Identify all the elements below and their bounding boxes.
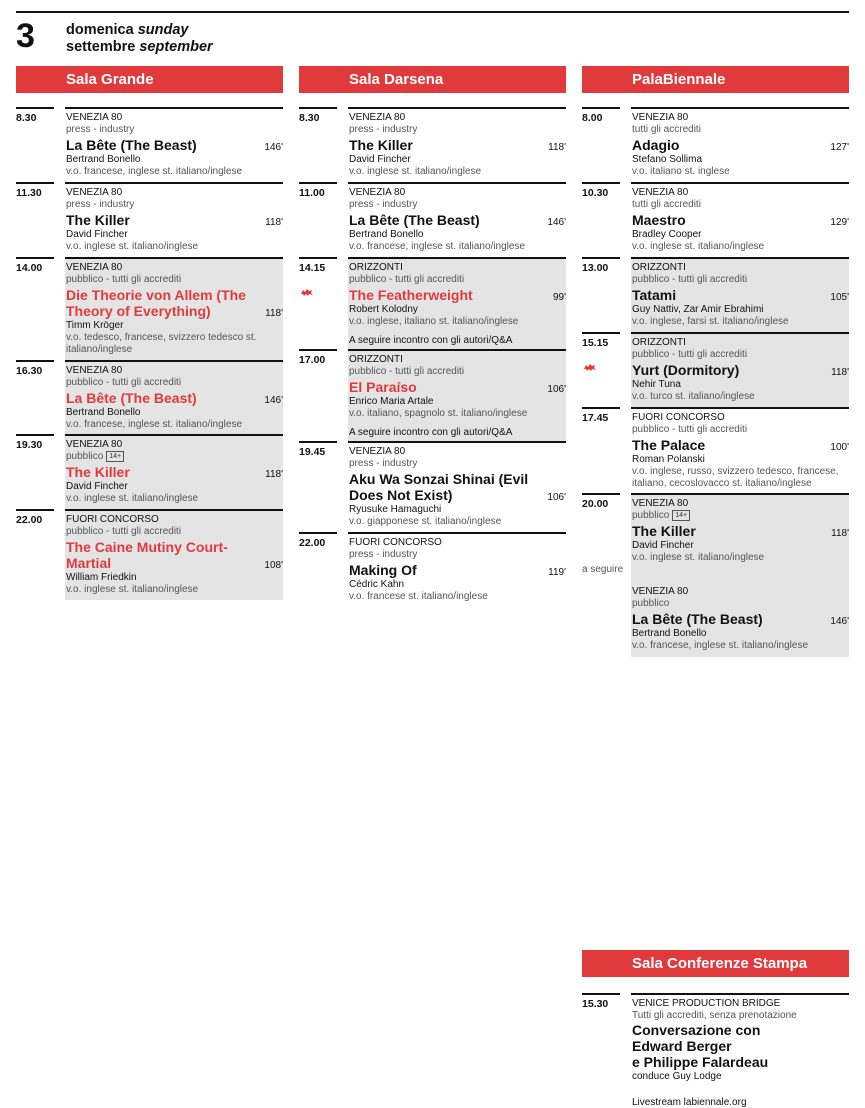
audience-label [349, 458, 566, 470]
film-title[interactable]: The Caine Mutiny Court-Martial [66, 539, 228, 571]
audience-text: press - industry [66, 199, 135, 210]
film-languages: v.o. italiano, spagnolo st. italiano/inglese [349, 408, 528, 419]
audience-label [66, 124, 283, 136]
section-label: VENEZIA 80 [632, 586, 689, 597]
film-duration: 118' [831, 528, 849, 539]
audience-label [66, 526, 283, 538]
qa-note: A seguire incontro con gli autori/Q&A [349, 335, 513, 346]
audience-text: press - industry [349, 549, 418, 560]
audience-label [66, 451, 283, 463]
audience-label [349, 274, 566, 286]
film-director: Bertrand Bonello [349, 229, 424, 240]
section-label: VENEZIA 80 [66, 365, 123, 376]
film-languages: v.o. inglese st. italiano/inglese [66, 584, 199, 595]
section-label: ORIZZONTI [349, 262, 403, 273]
section-label: VENEZIA 80 [632, 112, 689, 123]
film-director: David Fincher [632, 540, 694, 551]
film-title[interactable]: La Bête (The Beast) [349, 212, 480, 228]
title-row [66, 212, 283, 228]
header-rule [16, 11, 849, 13]
film-languages: v.o. giapponese st. italiano/inglese [349, 516, 502, 527]
conference-title-line3: e Philippe Falardeau [632, 1054, 769, 1070]
film-duration: 118' [265, 469, 283, 480]
section-label: VENEZIA 80 [66, 112, 123, 123]
film-languages: v.o. inglese, italiano st. italiano/inglese [349, 316, 519, 327]
age-rating-badge: 14+ [106, 451, 124, 462]
conference-box [631, 995, 849, 1108]
film-director: Bradley Cooper [632, 229, 702, 240]
film-director: Bertrand Bonello [66, 154, 141, 165]
title-row [66, 464, 283, 480]
title-row [632, 523, 849, 539]
audience-text: pubblico - tutti gli accrediti [66, 274, 182, 285]
film-duration: 100' [830, 442, 849, 453]
audience-label [349, 549, 566, 561]
screening-box [65, 362, 283, 435]
film-languages: v.o. inglese, russo, svizzero tedesco, francese, italiano, cecoslovacco st. italiano/inglese [632, 466, 839, 489]
film-title[interactable]: La Bête (The Beast) [66, 390, 197, 406]
conference-time: 15.30 [582, 998, 609, 1010]
film-title[interactable]: La Bête (The Beast) [632, 611, 763, 627]
title-row [66, 137, 283, 153]
venue-column-sala-grande [16, 66, 283, 666]
film-director: Timm Kröger [66, 320, 124, 331]
film-duration: 127' [830, 142, 849, 153]
title-row [632, 362, 849, 378]
screening-box [348, 534, 566, 607]
film-languages: v.o. inglese st. italiano/inglese [66, 493, 199, 504]
time-rule [299, 441, 337, 443]
film-title[interactable]: Maestro [632, 212, 686, 228]
audience-text: press - industry [349, 458, 418, 469]
film-duration: 118' [831, 367, 849, 378]
screening-time: 10.30 [582, 187, 609, 199]
film-languages: v.o. inglese st. italiano/inglese [349, 166, 482, 177]
film-duration: 108' [264, 560, 283, 571]
section-label: VENEZIA 80 [66, 439, 123, 450]
venice-lion-icon [300, 284, 314, 293]
title-row [66, 287, 283, 319]
film-duration: 118' [548, 142, 566, 153]
audience-text: pubblico [632, 510, 670, 521]
screening-box [631, 184, 849, 257]
title-row [349, 212, 566, 228]
time-rule [16, 509, 54, 511]
film-director: David Fincher [66, 481, 128, 492]
film-languages: v.o. francese, inglese st. italiano/inglese [66, 419, 243, 430]
day-number: 3 [16, 17, 35, 55]
time-rule [582, 407, 620, 409]
film-title[interactable]: La Bête (The Beast) [66, 137, 197, 153]
audience-text: pubblico - tutti gli accrediti [632, 274, 748, 285]
film-director: Cédric Kahn [349, 579, 405, 590]
time-rule [16, 257, 54, 259]
audience-text: press - industry [66, 124, 135, 135]
screening-box [348, 443, 566, 532]
month-en: september [139, 39, 213, 55]
time-rule [582, 493, 620, 495]
time-rule [16, 182, 54, 184]
screening-time: 8.00 [582, 112, 603, 124]
time-rule [582, 993, 620, 995]
section-label: ORIZZONTI [349, 354, 403, 365]
film-duration: 146' [830, 616, 849, 627]
audience-text: pubblico - tutti gli accrediti [349, 366, 465, 377]
day-weekday [66, 22, 188, 38]
film-title[interactable]: The Killer [349, 137, 413, 153]
film-languages: v.o. turco st. italiano/inglese [632, 391, 755, 402]
audience-label [349, 199, 566, 211]
film-title[interactable]: Die Theorie von Allem (The Theory of Everything) [66, 287, 246, 319]
venue-header: Sala Grande [16, 66, 283, 93]
section-label: VENEZIA 80 [632, 498, 689, 509]
audience-label [632, 199, 849, 211]
film-title[interactable]: The Palace [632, 437, 706, 453]
screening-time: 20.00 [582, 498, 609, 510]
time-rule [299, 107, 337, 109]
film-duration: 99' [552, 292, 566, 303]
film-languages: v.o. inglese st. italiano/inglese [66, 241, 199, 252]
film-director: Bertrand Bonello [66, 407, 141, 418]
screening-time: 15.15 [582, 337, 609, 349]
audience-label: pubblico [632, 598, 670, 609]
screening-box [65, 184, 283, 257]
film-duration: 118' [265, 217, 283, 228]
film-languages: v.o. inglese, farsi st. italiano/inglese [632, 316, 789, 327]
film-languages: v.o. francese, inglese st. italiano/inglese [349, 241, 526, 252]
conference-section: VENICE PRODUCTION BRIDGE [632, 998, 781, 1009]
film-languages: v.o. tedesco, francese, svizzero tedesco st. italiano/inglese [66, 332, 257, 355]
section-label: FUORI CONCORSO [349, 537, 442, 548]
screening-time: 11.00 [299, 187, 325, 199]
screening-box [631, 409, 849, 494]
section-label: VENEZIA 80 [632, 187, 689, 198]
screening-box [348, 184, 566, 257]
time-rule [299, 349, 337, 351]
section-label: VENEZIA 80 [349, 446, 406, 457]
film-languages: v.o. francese, inglese st. italiano/inglese [66, 166, 243, 177]
weekday-it: domenica [66, 22, 134, 38]
title-row [632, 611, 849, 627]
screening-time: 14.15 [299, 262, 326, 274]
section-label: ORIZZONTI [632, 337, 686, 348]
screening-time: 8.30 [16, 112, 37, 124]
film-duration: 105' [830, 292, 849, 303]
audience-text: pubblico [66, 451, 104, 462]
film-director: Stefano Sollima [632, 154, 703, 165]
audience-text: tutti gli accrediti [632, 199, 701, 210]
audience-label [632, 424, 849, 436]
conference-audience: Tutti gli accrediti, senza prenotazione [632, 1010, 797, 1021]
section-label: VENEZIA 80 [66, 187, 123, 198]
film-director: David Fincher [66, 229, 128, 240]
film-title[interactable]: The Killer [66, 212, 130, 228]
film-title[interactable]: Adagio [632, 137, 680, 153]
screening-time: 14.00 [16, 262, 43, 274]
audience-text: pubblico - tutti gli accrediti [632, 349, 748, 360]
film-title[interactable]: El Paraíso [349, 379, 417, 395]
title-row [66, 539, 283, 571]
time-rule [16, 107, 54, 109]
audience-text: press - industry [349, 124, 418, 135]
film-director: Nehir Tuna [632, 379, 681, 390]
qa-note: A seguire incontro con gli autori/Q&A [349, 427, 513, 438]
time-rule [299, 257, 337, 259]
audience-text: pubblico - tutti gli accrediti [349, 274, 465, 285]
section-label: VENEZIA 80 [349, 112, 406, 123]
film-director: Robert Kolodny [349, 304, 418, 315]
title-row [349, 137, 566, 153]
time-rule [16, 434, 54, 436]
conference-block [582, 950, 849, 1108]
screening-box [631, 495, 849, 657]
film-title[interactable]: Tatami [632, 287, 677, 303]
conference-title-line1: Conversazione con [632, 1022, 761, 1038]
screening-box [348, 259, 566, 351]
audience-label [66, 199, 283, 211]
screening-box [65, 109, 283, 182]
time-rule [299, 182, 337, 184]
audience-label [632, 349, 849, 361]
audience-label [632, 274, 849, 286]
screening-time: 22.00 [16, 514, 43, 526]
film-duration: 118' [265, 308, 283, 319]
month-it: settembre [66, 39, 136, 55]
screening-box [631, 334, 849, 407]
screening-box [65, 511, 283, 600]
film-director: Ryusuke Hamaguchi [349, 504, 442, 515]
audience-label [349, 366, 566, 378]
film-languages: v.o. inglese st. italiano/inglese [632, 552, 765, 563]
film-duration: 146' [264, 395, 283, 406]
conference-host: conduce Guy Lodge [632, 1071, 722, 1082]
venue-column-palabiennale [582, 66, 849, 666]
screening-time: 19.45 [299, 446, 326, 458]
film-languages: v.o. inglese st. italiano/inglese [632, 241, 765, 252]
title-row [349, 287, 566, 303]
film-title[interactable]: Making Of [349, 562, 417, 578]
screening-box [631, 259, 849, 332]
screening-box [348, 109, 566, 182]
film-languages: v.o. francese st. italiano/inglese [349, 591, 488, 602]
film-languages: v.o. francese, inglese st. italiano/inglese [632, 640, 809, 651]
screening-time: 17.00 [299, 354, 326, 366]
film-director: David Fincher [349, 154, 411, 165]
time-rule [299, 532, 337, 534]
title-row [349, 379, 566, 395]
venue-header-sala-conferenze: Sala Conferenze Stampa [582, 950, 849, 977]
audience-text: pubblico - tutti gli accrediti [66, 526, 182, 537]
title-row [349, 471, 566, 503]
film-title[interactable]: Yurt (Dormitory) [632, 362, 740, 378]
section-label: VENEZIA 80 [66, 262, 123, 273]
screening-time: 13.00 [582, 262, 609, 274]
screening-box [65, 436, 283, 509]
film-duration: 146' [547, 217, 566, 228]
screening-box [348, 351, 566, 443]
title-row [632, 137, 849, 153]
title-row [632, 212, 849, 228]
film-title[interactable]: Aku Wa Sonzai Shinai (Evil Does Not Exist) [349, 471, 529, 503]
audience-label [349, 124, 566, 136]
spacer [632, 564, 849, 586]
screening-box [631, 109, 849, 182]
audience-text: pubblico - tutti gli accrediti [632, 424, 748, 435]
title-row [66, 390, 283, 406]
audience-text: tutti gli accrediti [632, 124, 701, 135]
film-duration: 106' [547, 384, 566, 395]
film-duration: 129' [830, 217, 849, 228]
film-director: Bertrand Bonello [632, 628, 707, 639]
time-rule [582, 257, 620, 259]
film-title[interactable]: The Killer [632, 523, 696, 539]
venue-header: PalaBiennale [582, 66, 849, 93]
section-label: FUORI CONCORSO [632, 412, 725, 423]
livestream-link[interactable]: Livestream labiennale.org [632, 1097, 747, 1108]
section-label: VENEZIA 80 [349, 187, 406, 198]
audience-text: press - industry [349, 199, 418, 210]
venue-header: Sala Darsena [299, 66, 566, 93]
film-duration: 119' [548, 567, 566, 578]
film-duration: 146' [264, 142, 283, 153]
section-label: ORIZZONTI [632, 262, 686, 273]
section-label: FUORI CONCORSO [66, 514, 159, 525]
screening-time: 17.45 [582, 412, 609, 424]
screening-time: 8.30 [299, 112, 320, 124]
screening-time: 16.30 [16, 365, 43, 377]
day-month [66, 39, 213, 55]
audience-label [66, 377, 283, 389]
film-director: Enrico Maria Artale [349, 396, 434, 407]
follow-label: a seguire [582, 564, 624, 575]
audience-label [632, 124, 849, 136]
film-title[interactable]: The Featherweight [349, 287, 473, 303]
audience-label [632, 510, 849, 522]
screening-time: 22.00 [299, 537, 326, 549]
conference-title-line2: Edward Berger [632, 1038, 732, 1054]
film-duration: 106' [547, 492, 566, 503]
time-rule [582, 332, 620, 334]
film-director: William Friedkin [66, 572, 137, 583]
film-director: Guy Nattiv, Zar Amir Ebrahimi [632, 304, 764, 315]
weekday-en: sunday [137, 22, 189, 38]
time-rule [582, 107, 620, 109]
screening-time: 19.30 [16, 439, 43, 451]
venue-column-sala-darsena [299, 66, 566, 666]
audience-text: pubblico - tutti gli accrediti [66, 377, 182, 388]
film-title[interactable]: The Killer [66, 464, 130, 480]
title-row [632, 437, 849, 453]
screening-time: 11.30 [16, 187, 42, 199]
venice-lion-icon [583, 359, 597, 368]
film-director: Roman Polanski [632, 454, 705, 465]
film-languages: v.o. italiano st. inglese [632, 166, 730, 177]
title-row [349, 562, 566, 578]
audience-label [66, 274, 283, 286]
time-rule [16, 360, 54, 362]
title-row [632, 287, 849, 303]
age-rating-badge: 14+ [672, 510, 690, 521]
screening-box [65, 259, 283, 360]
time-rule [582, 182, 620, 184]
